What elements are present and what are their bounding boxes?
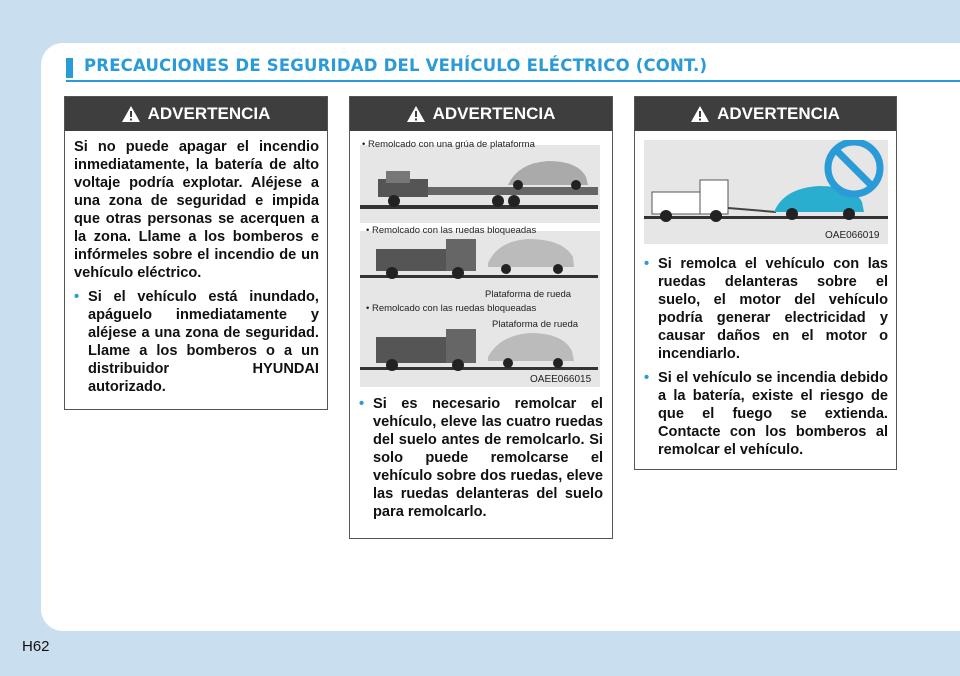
bullet-text: Si el vehículo se incendia debido a la batería, existe el riesgo de que el fuego se extienda. Contacte con los bomberos al remolcar el vehículo. [658, 370, 888, 458]
list-item [644, 369, 888, 459]
warning-heading: ADVERTENCIA [147, 104, 271, 123]
illustration-caption: • Remolcado con una grúa de plataforma [362, 139, 535, 150]
warning-heading: ADVERTENCIA [432, 104, 556, 123]
illustration-code: OAEE066015 [530, 374, 592, 385]
wheel-platform-label: Plataforma de rueda [485, 289, 572, 300]
warning-triangle-icon [691, 106, 709, 122]
bullet-dot-icon: • [359, 396, 365, 412]
list-item [359, 395, 603, 521]
bullet-text: Si es necesario remolcar el vehículo, eleve las cuatro ruedas del suelo antes de remolcarlo. Si solo puede remolcarse el vehículo sobre dos ruedas, eleve las ruedas delanteras del suelo para remolcarlo. [373, 396, 603, 520]
tow-trucks-drawing [358, 139, 602, 389]
page-number: H62 [22, 638, 50, 655]
bullet-text: Si remolca el vehículo con las ruedas delanteras sobre el suelo, el motor del vehículo podría generar electricidad y causar daños en el motor o incendiarlo. [658, 256, 888, 362]
illustration-caption: • Remolcado con las ruedas bloqueadas [366, 303, 537, 314]
warning-heading: ADVERTENCIA [717, 104, 840, 123]
warning-header [350, 97, 612, 131]
prohibited-towing-illustration [644, 140, 888, 244]
warning-header [65, 97, 327, 131]
towing-illustration [358, 139, 602, 389]
bullet-dot-icon: • [644, 256, 650, 272]
warning-paragraph: Si no puede apagar el incendio inmediatamente, la batería de alto voltaje podría explotar. Aléjese a una zona de seguridad e impida que otras personas se acerquen a la zona. Llame a los bomberos e infórmeles sobre el incendio de un vehículo eléctrico. [74, 139, 319, 281]
warning-triangle-icon [407, 106, 425, 122]
tow-truck-drawing [644, 140, 888, 244]
wheel-platform-label: Plataforma de rueda [492, 319, 579, 330]
warning-box-3 [634, 96, 897, 470]
warning-box-2 [349, 96, 613, 539]
title-underline [66, 80, 960, 82]
bullet-dot-icon: • [74, 289, 80, 305]
list-item [74, 288, 319, 396]
warning-header [635, 97, 896, 131]
page-title: PRECAUCIONES DE SEGURIDAD DEL VEHÍCULO ELÉCTRICO (CONT.) [84, 56, 708, 75]
list-item [644, 255, 888, 363]
warning-box-1 [64, 96, 328, 410]
bullet-text: Si el vehículo está inundado, apáguelo inmediatamente y aléjese a una zona de seguridad. Llame a los bomberos o a un distribuidor HYUNDAI autorizado. [88, 289, 319, 395]
warning-triangle-icon [122, 106, 140, 122]
illustration-caption: • Remolcado con las ruedas bloqueadas [366, 225, 537, 236]
illustration-code: OAE066019 [825, 230, 880, 241]
title-accent-bar [66, 58, 73, 78]
bullet-dot-icon: • [644, 370, 650, 386]
